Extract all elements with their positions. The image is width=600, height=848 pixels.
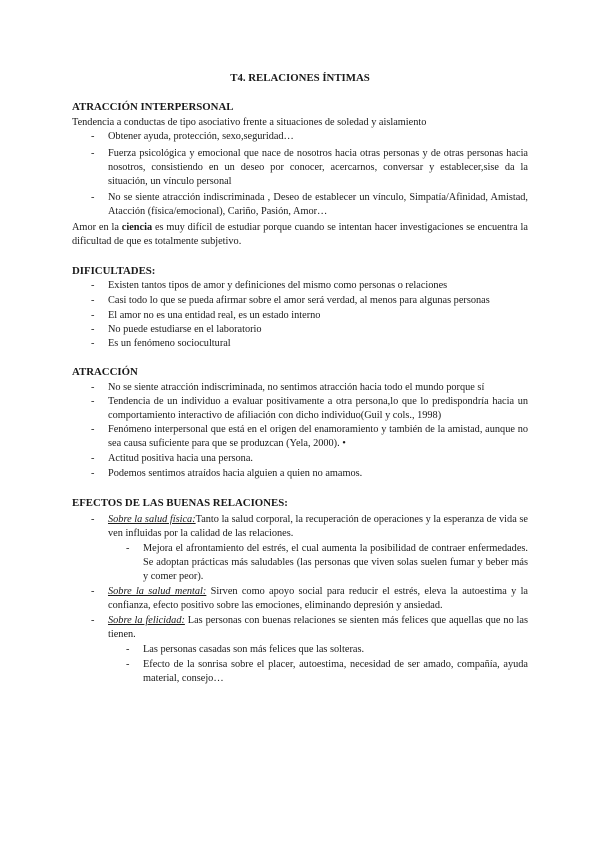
list-item-text: Obtener ayuda, protección, sexo,seguridad… [108,131,294,142]
dash-bullet: - [91,468,95,479]
dash-bullet: - [91,338,95,349]
heading-atraccion: ATRACCIÓN [72,366,138,378]
dash-bullet: - [91,148,95,159]
dash-bullet: - [91,295,95,306]
sub-list-item [126,542,528,585]
list-item-text: Casi todo lo que se pueda afirmar sobre el amor será verdad, al menos para algunas personas [108,295,490,306]
list-item-text: No puede estudiarse en el laboratorio [108,324,262,335]
document-title: T4. RELACIONES ÍNTIMAS [230,72,370,84]
list-item [91,381,528,395]
list-item-text: Existen tantos tipos de amor y definiciones del mismo como personas o relaciones [108,280,448,291]
list-item [91,323,528,337]
list-item-text: Fenómeno interpersonal que está en el origen del enamoramiento y también de la amistad, aunque no sea causa suficiente para que se produzcan (Yela, 2000). • [108,424,528,450]
list-item-text: No se siente atracción indiscriminada , Deseo de establecer un vínculo, Simpatía/Afinidad, Amistad, Atacción (física/emocional), Cariño, Pasión, Amor… [108,192,528,218]
list-item [91,147,528,190]
dash-bullet: - [91,615,95,626]
sub-list-item [126,643,528,657]
closing-bold-word: ciencia [121,222,153,233]
heading-dificultades: DIFICULTADES: [72,265,156,277]
closing-text-start: Amor en la [72,222,122,233]
list-item [91,279,528,293]
dash-bullet: - [91,453,95,464]
list-item [91,191,528,219]
list-item-text: Podemos sentimos atraídos hacia alguien a quien no amamos. [108,468,363,479]
list-item [91,309,528,323]
salud-fisica-label: Sobre la salud física: [108,514,196,525]
list-item [91,294,528,308]
salud-mental-label: Sobre la salud mental: [108,586,207,597]
dash-bullet: - [126,659,130,670]
heading-atraccion-interpersonal: ATRACCIÓN INTERPERSONAL [72,101,234,113]
dash-bullet: - [126,543,130,554]
list-item [91,467,528,481]
list-item-text: Actitud positiva hacia una persona. [108,453,253,464]
list-item-salud-mental [91,585,528,613]
felicidad-label: Sobre la felicidad: [108,615,185,626]
list-item-text: Es un fenómeno sociocultural [108,338,231,349]
list-item [91,130,528,144]
dash-bullet: - [91,310,95,321]
list-item-text: No se siente atracción indiscriminada, no sentimos atracción hacia todo el mundo porque sí [108,382,485,393]
dash-bullet: - [91,586,95,597]
dash-bullet: - [91,396,95,407]
dash-bullet: - [91,280,95,291]
salud-fisica-text: Tanto la salud corporal, la recuperación de operaciones y la esperanza de vida se ven influidas por la calidad de las relaciones. [108,514,528,540]
heading-efectos: EFECTOS DE LAS BUENAS RELACIONES: [72,497,288,509]
list-item [91,337,528,351]
dash-bullet: - [91,131,95,142]
list-item [91,423,528,451]
intro-paragraph: Tendencia a conductas de tipo asociativo frente a situaciones de soledad y aislamiento [72,117,427,128]
felicidad-text: Las personas con buenas relaciones se sienten más felices que aquellas que no las tienen. [108,615,528,641]
list-item-text: Fuerza psicológica y emocional que nace de nosotros hacia otras personas y de otras personas hacia nosotros, consistiendo en un deseo por conocer, acercarnos, conversar y establecer,sise da la situación, un vínculo personal [108,148,528,188]
list-item [91,452,528,466]
list-item-felicidad [91,614,528,642]
closing-paragraph [72,221,528,249]
sub-list-item-text: Mejora el afrontamiento del estrés, el cual aumenta la posibilidad de contraer enfermedades. Se adoptan prácticas más saludables (las personas que viven solas suelen fumar y beber más y comer peor). [143,543,528,583]
dash-bullet: - [91,324,95,335]
sub-list-item-text: Efecto de la sonrisa sobre el placer, autoestima, necesidad de ser amado, compañía, ayuda material, consejo… [143,659,528,685]
dash-bullet: - [126,644,130,655]
closing-text-end: es muy difícil de estudiar porque cuando se intentan hacer investigaciones se encuentra la dificultad de que es totalmente subjetivo. [72,222,528,248]
list-item [91,395,528,423]
sub-list-item [126,658,528,686]
sub-list-item-text: Las personas casadas son más felices que las solteras. [143,644,365,655]
dash-bullet: - [91,424,95,435]
dash-bullet: - [91,514,95,525]
salud-mental-text: Sirven como apoyo social para reducir el estrés, eleva la autoestima y la confianza, efecto positivo sobre las emociones, eliminando depresión y ansiedad. [108,586,528,612]
list-item-salud-fisica [91,513,528,541]
dash-bullet: - [91,192,95,203]
list-item-text: El amor no es una entidad real, es un estado interno [108,310,321,321]
list-item-text: Tendencia de un individuo a evaluar positivamente a otra persona,lo que lo predispondría hacia un comportamiento interactivo de afiliación con dicho individuo(Guil y cols., 1998) [108,396,528,422]
dash-bullet: - [91,382,95,393]
